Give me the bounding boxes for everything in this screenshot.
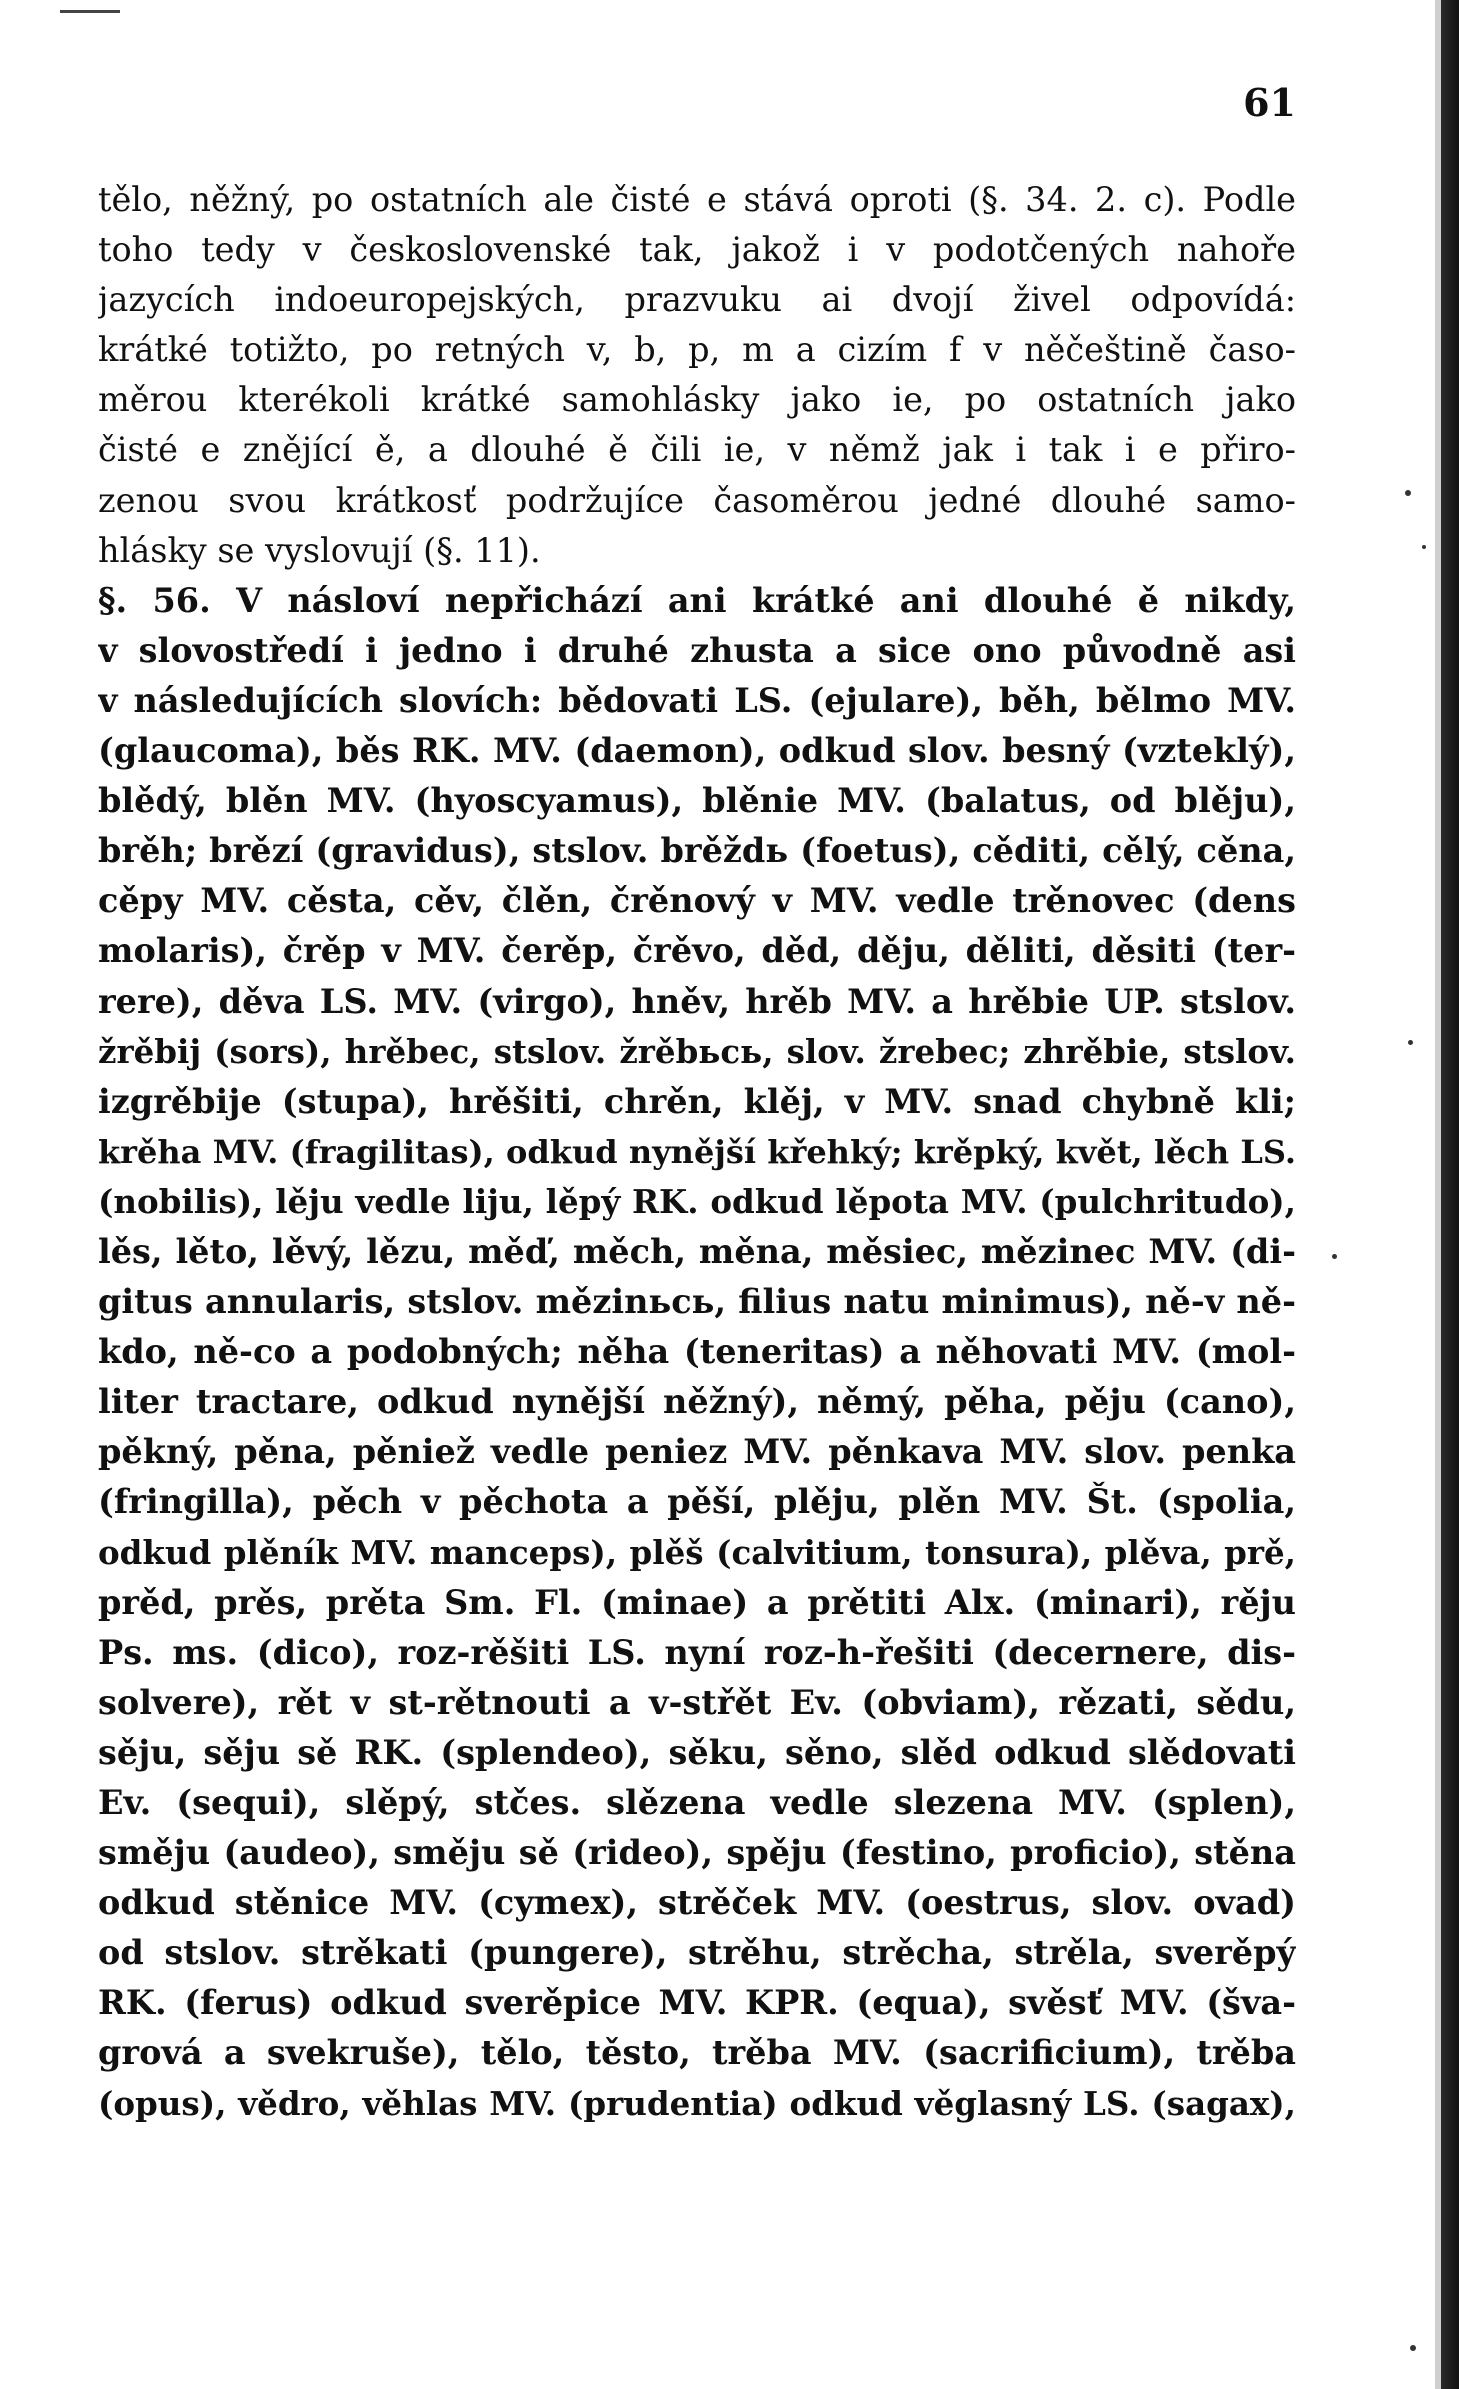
text-line: jazycích indoeuropejských, prazvuku ai dvojí živel odpovídá: (98, 280, 1296, 320)
text-line: v následujících slovích: bědovati LS. (ejulare), běh, bělmo MV. (98, 680, 1296, 720)
text-line: měrou kterékoli krátké samohlásky jako ie, po ostatních jako (98, 380, 1296, 420)
text-line: Ps. ms. (dico), roz-rěšiti LS. nyní roz-h-řešiti (decernere, dis- (98, 1632, 1296, 1672)
text-line: krátké totižto, po retných v, b, p, m a cizím f v něčeštině časo- (98, 330, 1296, 370)
text-line: odkud stěnice MV. (cymex), strěček MV. (oestrus, slov. ovad) (98, 1883, 1296, 1923)
text-line: (nobilis), lěju vedle liju, lěpý RK. odkud lěpota MV. (pulchritudo), (98, 1181, 1296, 1221)
text-line: grová a svekruše), tělo, těsto, trěba MV. (sacrificium), trěba (98, 2033, 1296, 2073)
text-line: hlásky se vyslovují (§. 11). (98, 530, 541, 570)
text-line: v slovostředí i jedno i druhé zhusta a sice ono původně asi (98, 630, 1296, 670)
text-line: molaris), črěp v MV. čerěp, črěvo, děd, děju, děliti, děsiti (ter- (98, 931, 1296, 971)
text-line: blědý, blěn MV. (hyoscyamus), blěnie MV. (balatus, od blěju), (98, 781, 1296, 821)
text-line: od stslov. strěkati (pungere), strěhu, strěcha, strěla, sverěpý (98, 1933, 1296, 1973)
text-line: cěpy MV. cěsta, cěv, člěn, črěnový v MV. vedle trěnovec (dens (98, 881, 1296, 921)
text-line: krěha MV. (fragilitas), odkud nynější křehký; krěpký, květ, lěch LS. (98, 1132, 1296, 1171)
body-text (98, 175, 1296, 2129)
text-line: (fringilla), pěch v pěchota a pěší, plěju, plěn MV. Št. (spolia, (98, 1482, 1296, 1522)
text-line: (opus), vědro, věhlas MV. (prudentia) odkud věglasný LS. (sagax), (98, 2083, 1296, 2123)
text-line: §. 56. V násloví nepřichází ani krátké ani dlouhé ě nikdy, (98, 580, 1296, 620)
text-line: odkud plěník MV. manceps), plěš (calvitium, tonsura), plěva, prě, (98, 1532, 1296, 1572)
text-line: lěs, lěto, lěvý, lězu, měď, měch, měna, měsiec, mězinec MV. (di- (98, 1231, 1296, 1271)
ink-speck (1332, 1254, 1337, 1259)
text-line: liter tractare, odkud nynější něžný), němý, pěha, pěju (cano), (98, 1382, 1296, 1422)
text-line: žrěbij (sors), hrěbec, stslov. žrěbьcь, slov. žrebec; zhrěbie, stslov. (98, 1031, 1296, 1071)
ink-speck (1422, 545, 1426, 549)
page-number: 61 (1243, 80, 1296, 125)
text-line: tělo, něžný, po ostatních ale čisté e stává oproti (§. 34. 2. c). Podle (98, 180, 1296, 219)
text-line: pěkný, pěna, pěniež vedle peniez MV. pěnkava MV. slov. penka (98, 1432, 1296, 1472)
scan-corner-mark (60, 10, 120, 13)
ink-speck (1410, 2345, 1416, 2351)
ink-speck (1408, 1040, 1413, 1045)
text-line: čisté e znějící ě, a dlouhé ě čili ie, v němž jak i tak i e přiro- (98, 430, 1296, 470)
ink-speck (1405, 490, 1411, 496)
text-line: Ev. (sequi), slěpý, stčes. slězena vedle slezena MV. (splen), (98, 1783, 1296, 1822)
text-line: solvere), rět v st-rětnouti a v-střět Ev. (obviam), rězati, sědu, (98, 1682, 1296, 1722)
text-line: prěd, prěs, prěta Sm. Fl. (minae) a prětiti Alx. (minari), rěju (98, 1582, 1296, 1622)
text-line: kdo, ně-co a podobných; něha (teneritas) a něhovati MV. (mol- (98, 1332, 1296, 1372)
text-line: rere), děva LS. MV. (virgo), hněv, hrěb MV. a hrěbie UP. stslov. (98, 981, 1296, 1021)
text-line: (glaucoma), běs RK. MV. (daemon), odkud slov. besný (vzteklý), (98, 731, 1296, 771)
text-line: směju (audeo), směju sě (rideo), spěju (festino, proficio), stěna (98, 1833, 1296, 1873)
text-line: sěju, sěju sě RK. (splendeo), sěku, sěno, slěd odkud slědovati (98, 1732, 1296, 1772)
text-line: izgrěbije (stupa), hrěšiti, chrěn, klěj, v MV. snad chybně kli; (98, 1081, 1296, 1121)
text-line: RK. (ferus) odkud sverěpice MV. KPR. (equa), svěsť MV. (šva- (98, 1983, 1296, 2023)
text-line: gitus annularis, stslov. mězinьcь, filius natu minimus), ně-v ně- (98, 1282, 1296, 1322)
text-line: toho tedy v československé tak, jakož i v podotčených nahoře (98, 230, 1296, 270)
scan-edge-dark (1441, 0, 1459, 2389)
text-line: brěh; brězí (gravidus), stslov. brěždь (foetus), cěditi, cělý, cěna, (98, 831, 1296, 871)
text-line: zenou svou krátkosť podržujíce časoměrou jedné dlouhé samo- (98, 480, 1296, 520)
